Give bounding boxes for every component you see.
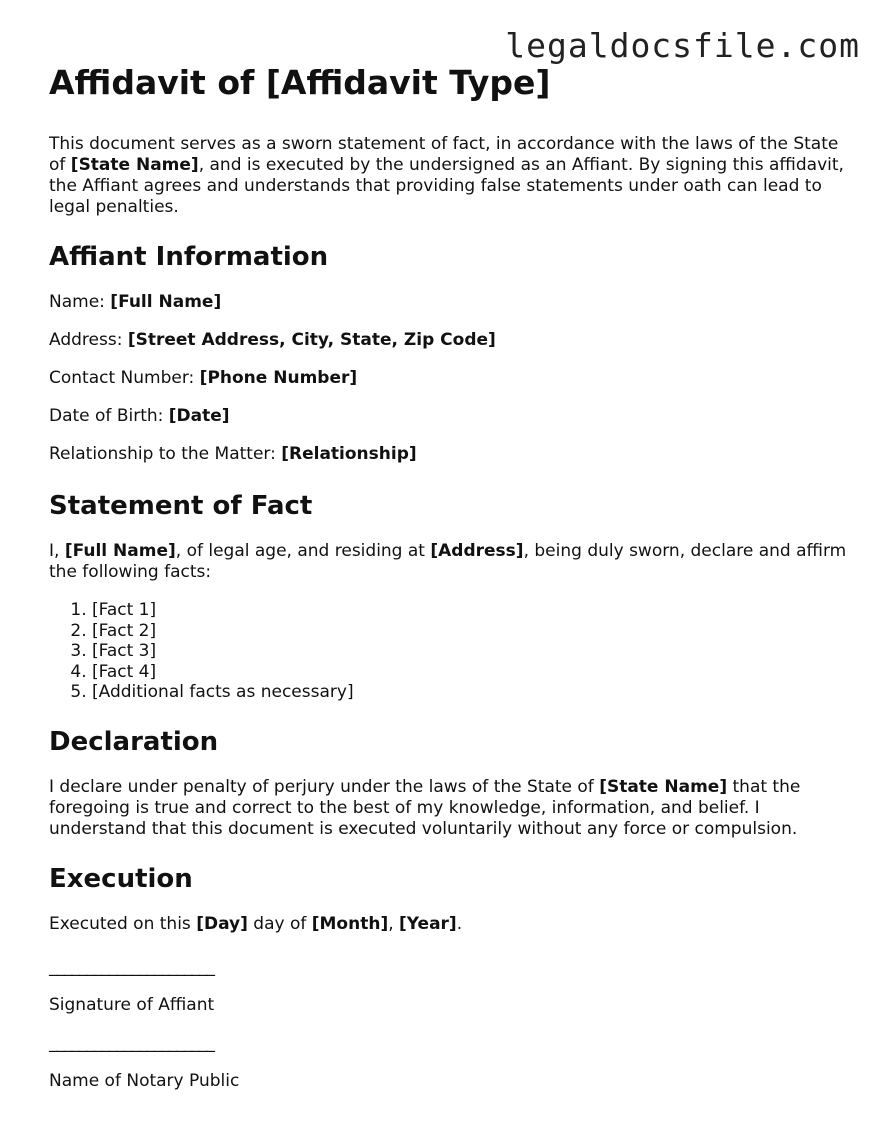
watermark: legaldocsfile.com [505,26,860,65]
field-date-of-birth [49,406,849,427]
field-value: [Street Address, City, State, Zip Code] [127,330,496,350]
execution-year: [Year] [399,913,457,934]
document-page [49,62,849,1109]
field-label: Date of Birth: [49,406,169,426]
page-title: Affidavit of [Affidavit Type] [49,63,551,102]
statement-address: [Address] [430,541,524,561]
field-relationship [49,444,849,465]
signature-line[interactable]: ______________________ [49,956,214,977]
execution-heading: Execution [49,863,193,894]
intro-state: [State Name] [70,155,199,175]
declaration-state: [State Name] [599,776,728,797]
list-item: 1. [Fact 1] [92,600,849,621]
execution-paragraph [49,914,849,935]
statement-text: I, [49,541,65,561]
field-label: Contact Number: [49,368,200,388]
list-item: 2. [Fact 2] [92,621,849,642]
list-item: 5. [Additional facts as necessary] [92,682,849,703]
field-value: [Relationship] [281,444,417,464]
declaration-paragraph [49,777,849,840]
field-label: Address: [49,330,128,350]
intro-paragraph [49,134,849,218]
statement-text: , of legal age, and residing at [175,541,431,561]
field-label: Name: [49,292,111,312]
execution-month: [Month] [311,913,389,934]
list-item: 3. [Fact 3] [92,641,849,662]
execution-text: , [388,913,400,934]
affiant-info [49,292,849,465]
affiant-heading: Affiant Information [49,242,329,272]
field-name [49,292,849,313]
execution-text: . [456,913,463,934]
declaration-text: I declare under penalty of perjury under the laws of the State of [49,776,600,797]
execution-text: Executed on this [49,913,197,934]
intro-text-1: This document serves as a sworn statement of fact, in accordance with the laws of the State of [49,134,839,175]
facts-list [49,600,849,703]
notary-line[interactable]: ______________________ [49,1032,214,1053]
statement-paragraph [49,541,849,583]
declaration-heading: Declaration [49,726,219,757]
statement-name: [Full Name] [64,541,176,561]
field-value: [Date] [168,406,230,426]
field-contact-number [49,368,849,389]
field-label: Relationship to the Matter: [49,444,282,464]
field-value: [Phone Number] [199,368,358,388]
statement-text: , being duly sworn, declare and affirm the following facts: [49,541,847,582]
notary-label: Name of Notary Public [49,1070,240,1091]
list-item: 4. [Fact 4] [92,662,849,683]
execution-day: [Day] [196,913,248,934]
declaration-text: that the foregoing is true and correct to the best of my knowledge, information, and belief. I understand that this document is executed voluntarily without any force or compulsion. [49,776,801,839]
field-value: [Full Name] [110,292,222,312]
field-address [49,330,849,351]
statement-heading: Statement of Fact [49,491,313,521]
intro-text-2: , and is executed by the undersigned as an Affiant. By signing this affidavit, the Affiant agrees and understands that providing false statements under oath can lead to legal penalties. [49,155,844,217]
signature-label: Signature of Affiant [49,994,215,1015]
execution-text: day of [247,913,312,934]
